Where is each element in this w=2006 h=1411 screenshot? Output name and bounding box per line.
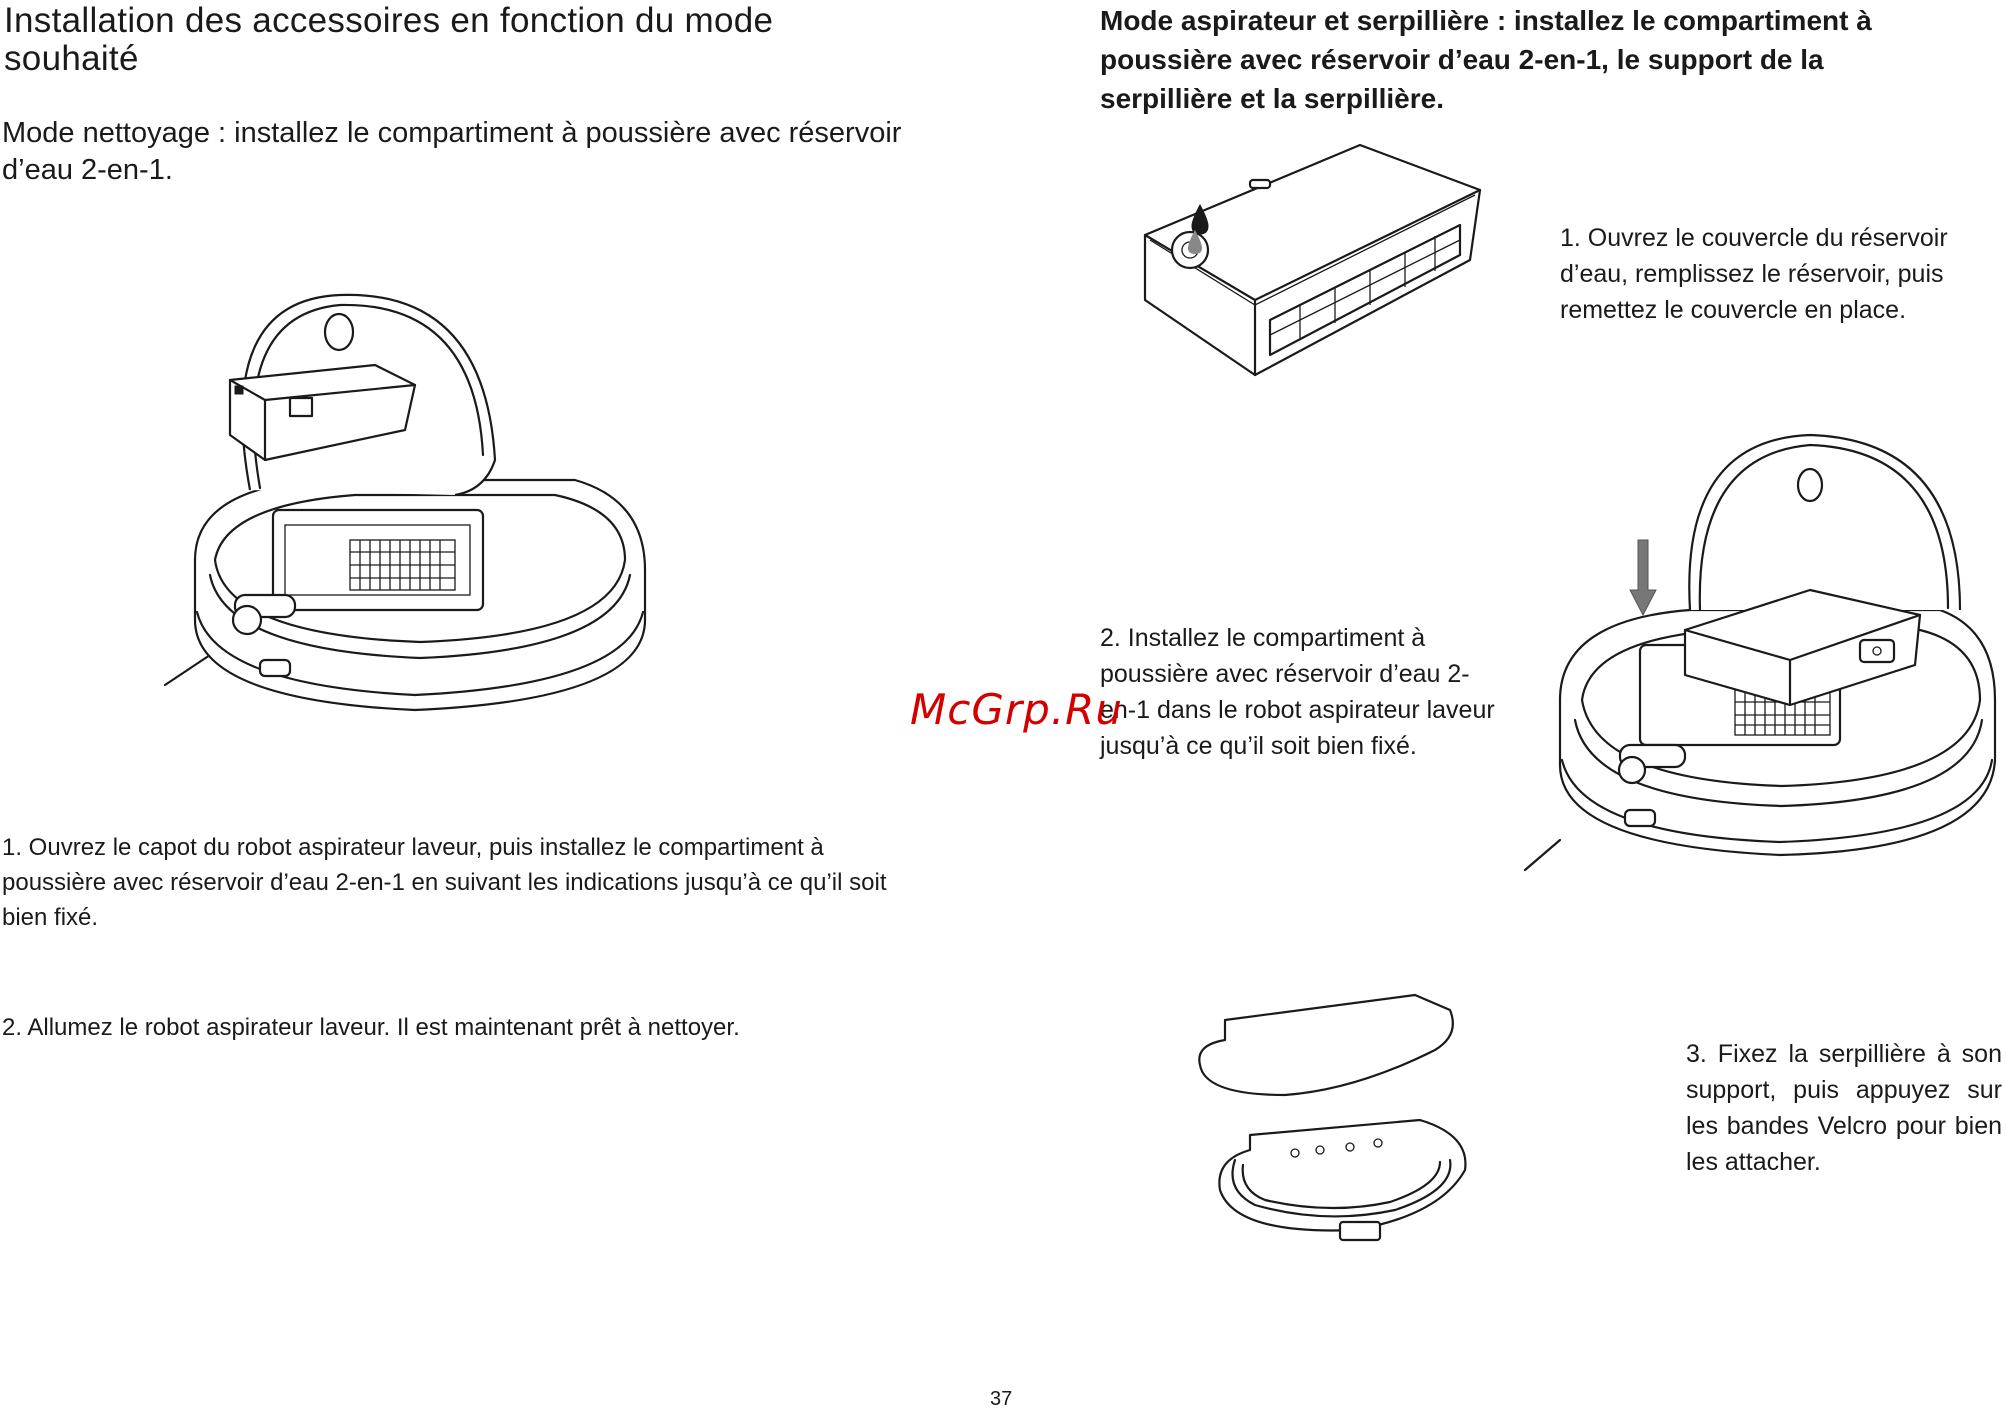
left-step-2-text: 2. Allumez le robot aspirateur laveur. Il est maintenant prêt à nettoyer. (2, 1014, 740, 1041)
right-step-3-text: 3. Fixez la serpillière à son support, puis appuyez sur les bandes Velcro pour bien les attacher. (1686, 1040, 2002, 1176)
right-step-1-text: 1. Ouvrez le couvercle du réservoir d’eau, remplissez le réservoir, puis remettez le couvercle en place. (1560, 224, 1948, 324)
cleaning-mode-subtitle: Mode nettoyage : installez le compartiment à poussière avec réservoir d’eau 2-en-1. (2, 117, 902, 186)
robot-insert-tank-illustration (1520, 430, 2000, 890)
watermark: McGrp.Ru (910, 685, 1123, 734)
water-tank-illustration (1130, 140, 1500, 420)
mop-mode-heading: Mode aspirateur et serpillière : installez le compartiment à poussière avec réservoir d’eau 2-en-1, le support de la serpillière et la serpillière. (1100, 5, 1872, 114)
robot-open-lid-illustration (155, 290, 655, 750)
mop-pad-and-holder-illustration (1195, 990, 1485, 1260)
page-title: Installation des accessoires en fonction du mode souhaité (4, 1, 774, 78)
page-number: 37 (990, 1388, 1013, 1410)
right-step-2-text: 2. Installez le compartiment à poussière avec réservoir d’eau 2-en-1 dans le robot aspirateur laveur jusqu’à ce qu’il soit bien fixé. (1100, 624, 1495, 760)
left-step-1-text: 1. Ouvrez le capot du robot aspirateur laveur, puis installez le compartiment à poussière avec réservoir d’eau 2-en-1 en suivant les indications jusqu’à ce qu’il soit bien fixé. (2, 834, 887, 931)
